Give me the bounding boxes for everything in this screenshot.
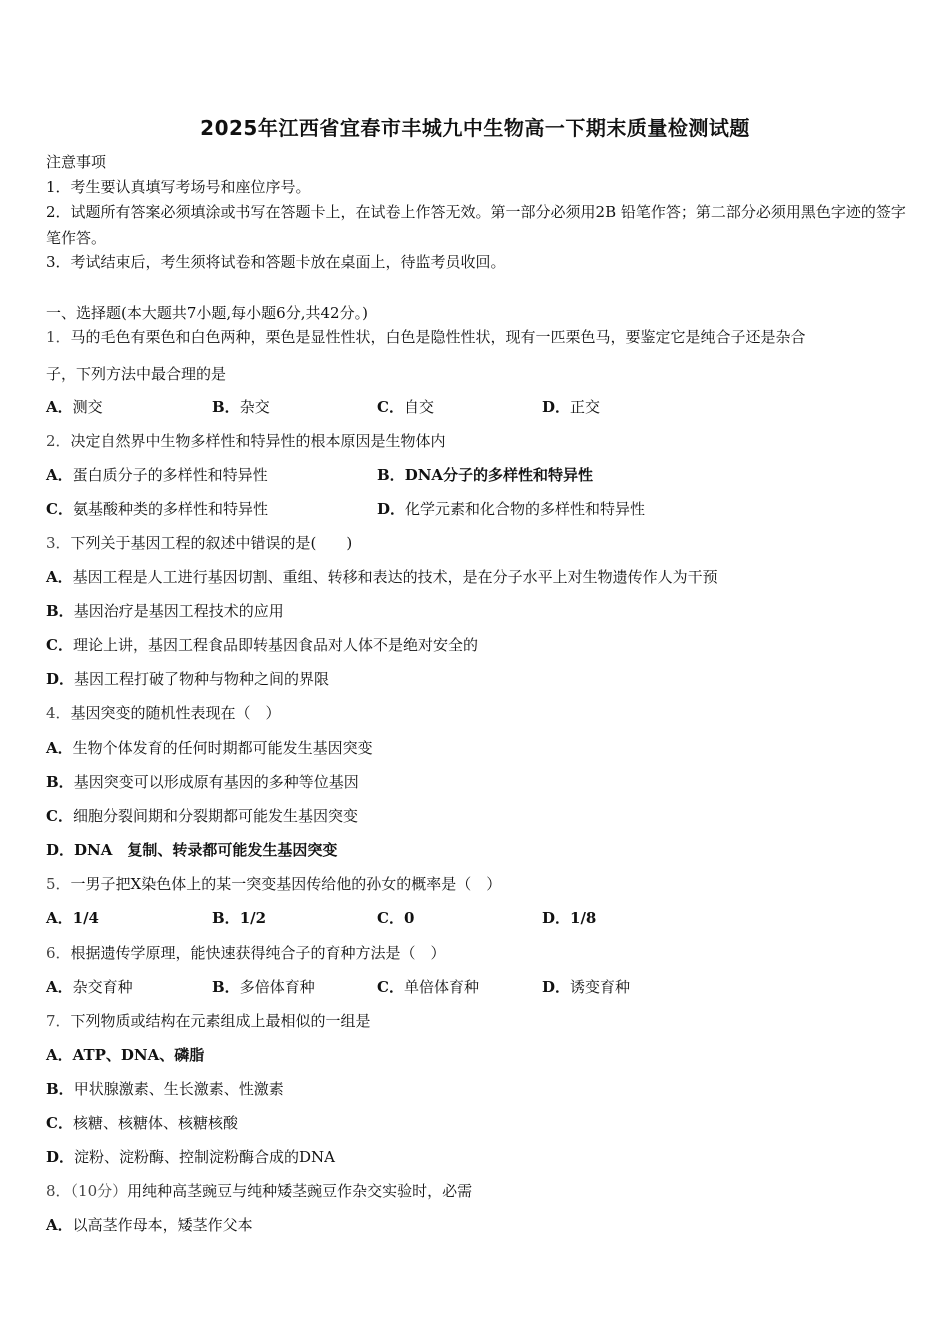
question-number: 3． xyxy=(46,534,71,552)
notice-item-3: 3．考试结束后，考生须将试卷和答题卡放在桌面上，待监考员收回。 xyxy=(46,253,506,271)
page-title: 2025年江西省宜春市丰城九中生物高一下期末质量检测试题 xyxy=(200,116,750,140)
notice-item-1: 1．考生要认真填写考场号和座位序号。 xyxy=(46,178,311,196)
question-5 xyxy=(46,874,501,894)
question-number: 2． xyxy=(46,432,71,450)
q2-option-d[interactable]: D．化学元素和化合物的多样性和特异性 xyxy=(377,500,646,518)
q4-option-b[interactable]: B．基因突变可以形成原有基因的多种等位基因 xyxy=(46,773,359,791)
q6-option-b[interactable]: B．多倍体育种 xyxy=(212,978,315,996)
question-stem: 用纯种高茎豌豆与纯种矮茎豌豆作杂交实验时，必需 xyxy=(127,1182,473,1200)
question-stem: 一男子把X染色体上的某一突变基因传给他的孙女的概率是（ ） xyxy=(70,875,502,893)
question-2 xyxy=(46,431,446,451)
question-1 xyxy=(46,327,806,347)
question-3 xyxy=(46,533,352,553)
q5-option-a[interactable]: A．1/4 xyxy=(46,909,99,927)
question-stem: 下列物质或结构在元素组成上最相似的一组是 xyxy=(70,1012,371,1030)
q6-option-d[interactable]: D．诱变育种 xyxy=(542,978,631,996)
q1-option-c[interactable]: C．自交 xyxy=(377,398,434,416)
question-stem: 基因突变的随机性表现在（ ） xyxy=(70,704,281,722)
question-number: 7． xyxy=(46,1012,71,1030)
question-number: 1． xyxy=(46,328,71,346)
q2-option-a[interactable]: A．蛋白质分子的多样性和特异性 xyxy=(46,466,268,484)
q4-option-a[interactable]: A．生物个体发育的任何时期都可能发生基因突变 xyxy=(46,739,373,757)
q4-option-d[interactable]: D．DNA 复制、转录都可能发生基因突变 xyxy=(46,841,338,859)
notice-heading: 注意事项 xyxy=(46,153,107,171)
question-score: （10分） xyxy=(70,1182,128,1200)
question-4 xyxy=(46,703,281,723)
question-stem: 马的毛色有栗色和白色两种，栗色是显性性状，白色是隐性性状，现有一匹栗色马，要鉴定它是纯合子还是杂合 xyxy=(70,328,806,346)
q4-option-c[interactable]: C．细胞分裂间期和分裂期都可能发生基因突变 xyxy=(46,807,358,825)
notice-item-2: 2．试题所有答案必须填涂或书写在答题卡上，在试卷上作答无效。第一部分必须用2B 铅笔作答；第二部分必须用黑色字迹的签字笔作答。 xyxy=(46,203,906,247)
q6-option-a[interactable]: A．杂交育种 xyxy=(46,978,133,996)
question-number: 4． xyxy=(46,704,71,722)
section-heading: 一、选择题(本大题共7小题,每小题6分,共42分。) xyxy=(46,304,368,322)
q6-option-c[interactable]: C．单倍体育种 xyxy=(377,978,479,996)
question-8 xyxy=(46,1181,472,1201)
q3-option-d[interactable]: D．基因工程打破了物种与物种之间的界限 xyxy=(46,670,330,688)
question-number: 8． xyxy=(46,1182,71,1200)
question-stem: 根据遗传学原理，能快速获得纯合子的育种方法是（ ） xyxy=(70,944,446,962)
q1-option-d[interactable]: D．正交 xyxy=(542,398,601,416)
question-stem: 下列关于基因工程的叙述中错误的是( ) xyxy=(70,534,353,552)
q3-option-b[interactable]: B．基因治疗是基因工程技术的应用 xyxy=(46,602,284,620)
question-number: 6． xyxy=(46,944,71,962)
q2-option-b[interactable]: B．DNA分子的多样性和特异性 xyxy=(377,466,594,484)
q7-option-d[interactable]: D．淀粉、淀粉酶、控制淀粉酶合成的DNA xyxy=(46,1148,336,1166)
q7-option-b[interactable]: B．甲状腺激素、生长激素、性激素 xyxy=(46,1080,284,1098)
question-1-stem-cont: 子，下列方法中最合理的是 xyxy=(46,365,227,383)
question-stem: 决定自然界中生物多样性和特异性的根本原因是生物体内 xyxy=(70,432,446,450)
q1-option-b[interactable]: B．杂交 xyxy=(212,398,270,416)
question-number: 5． xyxy=(46,875,71,893)
q5-option-b[interactable]: B．1/2 xyxy=(212,909,267,927)
question-6 xyxy=(46,943,446,963)
q2-option-c[interactable]: C．氨基酸种类的多样性和特异性 xyxy=(46,500,268,518)
q8-option-a[interactable]: A．以高茎作母本，矮茎作父本 xyxy=(46,1216,253,1234)
q7-option-c[interactable]: C．核糖、核糖体、核糖核酸 xyxy=(46,1114,238,1132)
q3-option-c[interactable]: C．理论上讲，基因工程食品即转基因食品对人体不是绝对安全的 xyxy=(46,636,478,654)
q7-option-a[interactable]: A．ATP、DNA、磷脂 xyxy=(46,1046,205,1064)
q3-option-a[interactable]: A．基因工程是人工进行基因切割、重组、转移和表达的技术，是在分子水平上对生物遗传作人为干预 xyxy=(46,568,718,586)
q5-option-d[interactable]: D．1/8 xyxy=(542,909,597,927)
q1-option-a[interactable]: A．测交 xyxy=(46,398,103,416)
q5-option-c[interactable]: C．0 xyxy=(377,909,415,927)
question-7 xyxy=(46,1011,371,1031)
